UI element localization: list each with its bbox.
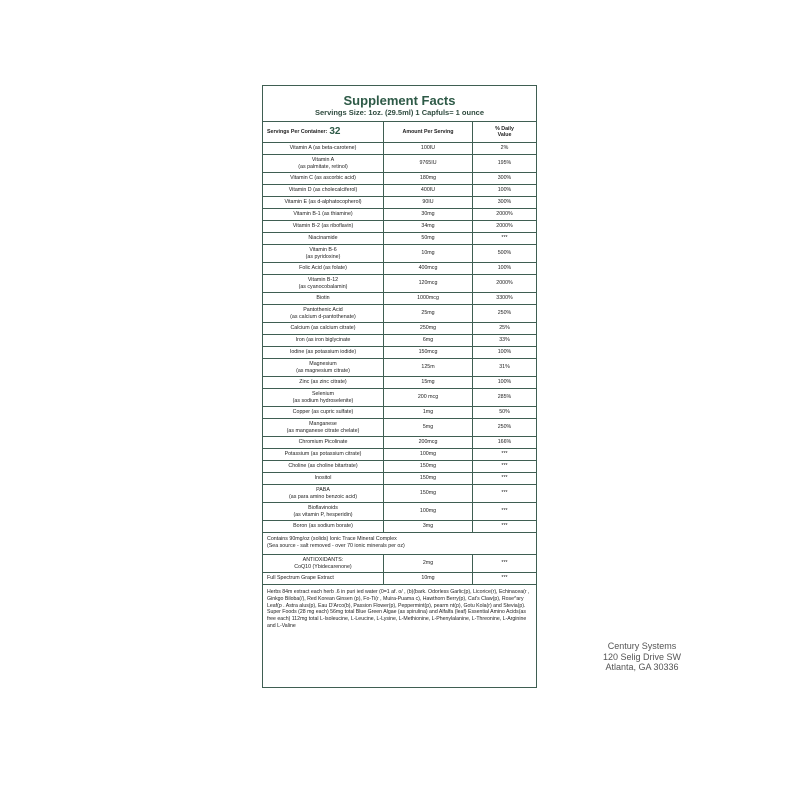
nutrient-daily-value: 285% xyxy=(472,389,536,406)
nutrient-row xyxy=(263,407,536,419)
servings-label: Servings Per Container: xyxy=(267,128,328,135)
nutrient-name: Vitamin B-6 (as pyridoxine) xyxy=(305,247,341,260)
nutrient-amount: 400mcg xyxy=(383,263,472,274)
nutrient-row xyxy=(263,389,536,407)
nutrient-daily-value: 300% xyxy=(472,173,536,184)
nutrient-daily-value: *** xyxy=(472,449,536,460)
nutrient-row xyxy=(263,263,536,275)
nutrient-amount: 400IU xyxy=(383,185,472,196)
nutrient-row xyxy=(263,419,536,437)
nutrient-amount: 100IU xyxy=(383,143,472,154)
nutrient-amount: 25mg xyxy=(383,305,472,322)
nutrient-amount: 1000mcg xyxy=(383,293,472,304)
nutrient-daily-value: 300% xyxy=(472,197,536,208)
nutrient-name: Iron (as iron biglycinate xyxy=(295,337,351,344)
nutrient-daily-value: 2000% xyxy=(472,275,536,292)
servings-value: 32 xyxy=(329,125,341,137)
daily-value-header: % Daily Value xyxy=(472,122,536,142)
antioxidants-amount: 2mg xyxy=(383,555,472,572)
antioxidants-dv: *** xyxy=(472,555,536,572)
nutrient-daily-value: 3300% xyxy=(472,293,536,304)
nutrient-amount: 150mg xyxy=(383,485,472,502)
nutrient-row xyxy=(263,359,536,377)
nutrient-amount: 180mg xyxy=(383,173,472,184)
nutrient-row xyxy=(263,173,536,185)
nutrient-amount: 150mg xyxy=(383,461,472,472)
grape-extract-row xyxy=(263,573,536,585)
nutrient-amount: 6mg xyxy=(383,335,472,346)
nutrient-row xyxy=(263,347,536,359)
nutrient-daily-value: 100% xyxy=(472,377,536,388)
nutrient-daily-value: 500% xyxy=(472,245,536,262)
nutrient-amount: 30mg xyxy=(383,209,472,220)
nutrient-name: Vitamin B-12 (as cyanocobalamin) xyxy=(298,277,348,290)
nutrient-daily-value: *** xyxy=(472,521,536,532)
nutrient-amount: 90IU xyxy=(383,197,472,208)
nutrient-amount: 120mcg xyxy=(383,275,472,292)
nutrient-daily-value: *** xyxy=(472,233,536,244)
nutrient-amount: 150mcg xyxy=(383,347,472,358)
nutrient-amount: 1mg xyxy=(383,407,472,418)
nutrient-daily-value: 100% xyxy=(472,185,536,196)
nutrient-rows xyxy=(263,143,536,533)
nutrient-daily-value: 100% xyxy=(472,347,536,358)
nutrient-row xyxy=(263,233,536,245)
nutrient-daily-value: 100% xyxy=(472,263,536,274)
nutrient-name: Vitamin B-2 (as riboflavin) xyxy=(292,223,354,230)
nutrient-amount: 100mg xyxy=(383,449,472,460)
nutrient-amount: 100mg xyxy=(383,503,472,520)
label-title: Supplement Facts xyxy=(343,93,456,108)
grape-extract-dv: *** xyxy=(472,573,536,584)
nutrient-daily-value: 50% xyxy=(472,407,536,418)
table-header xyxy=(263,122,536,143)
nutrient-amount: 3mg xyxy=(383,521,472,532)
nutrient-daily-value: *** xyxy=(472,461,536,472)
servings-per-container xyxy=(263,122,383,142)
nutrient-daily-value: 2000% xyxy=(472,209,536,220)
nutrient-row xyxy=(263,437,536,449)
nutrient-row xyxy=(263,473,536,485)
nutrient-amount: 50mg xyxy=(383,233,472,244)
nutrient-daily-value: 250% xyxy=(472,305,536,322)
nutrient-daily-value: 25% xyxy=(472,323,536,334)
nutrient-row xyxy=(263,449,536,461)
supplement-facts-label xyxy=(262,85,537,688)
nutrient-name: Vitamin D (as cholecalciferol) xyxy=(288,187,358,194)
nutrient-amount: 10mg xyxy=(383,245,472,262)
antioxidants-row xyxy=(263,555,536,573)
nutrient-row xyxy=(263,143,536,155)
nutrient-daily-value: 2000% xyxy=(472,221,536,232)
nutrient-row xyxy=(263,335,536,347)
nutrient-row xyxy=(263,485,536,503)
nutrient-row xyxy=(263,221,536,233)
amount-header: Amount Per Serving xyxy=(383,122,472,142)
nutrient-daily-value: 2% xyxy=(472,143,536,154)
nutrient-amount: 5mg xyxy=(383,419,472,436)
nutrient-row xyxy=(263,155,536,173)
nutrient-name: Vitamin A (as palmitate, retinol) xyxy=(298,157,348,170)
nutrient-name: Zinc (as zinc citrate) xyxy=(299,379,347,386)
grape-extract-amount: 10mg xyxy=(383,573,472,584)
nutrient-name: Iodine (as potassium iodide) xyxy=(289,349,357,356)
nutrient-row xyxy=(263,521,536,533)
nutrient-amount: 150mg xyxy=(383,473,472,484)
nutrient-name: Chromium Picolinate xyxy=(298,439,348,446)
nutrient-name: Biotin xyxy=(316,295,330,302)
nutrient-name: Selenium (as sodium hydroselenite) xyxy=(292,391,354,404)
nutrient-name: PABA (as para amino benzoic acid) xyxy=(288,487,357,500)
nutrient-daily-value: *** xyxy=(472,473,536,484)
nutrient-daily-value: *** xyxy=(472,503,536,520)
antioxidants-name: ANTIOXIDANTS: CoQ10 (Ybidecarenone) xyxy=(294,557,352,570)
nutrient-amount: 250mg xyxy=(383,323,472,334)
nutrient-row xyxy=(263,293,536,305)
nutrient-name: Manganese (as manganese citrate chelate) xyxy=(286,421,360,434)
nutrient-name: Magnesium (as magnesium citrate) xyxy=(296,361,350,374)
nutrient-row xyxy=(263,377,536,389)
nutrient-name: Vitamin E (as d-alphatocopherol) xyxy=(284,199,362,206)
nutrient-row xyxy=(263,323,536,335)
nutrient-daily-value: 195% xyxy=(472,155,536,172)
nutrient-row xyxy=(263,197,536,209)
nutrient-name: Bioflavinoids (as vitamin P, hesperidin) xyxy=(293,505,353,518)
nutrient-daily-value: 33% xyxy=(472,335,536,346)
nutrient-name: Calcium (as calcium citrate) xyxy=(290,325,356,332)
nutrient-row xyxy=(263,503,536,521)
nutrient-row xyxy=(263,305,536,323)
nutrient-amount: 200mcg xyxy=(383,437,472,448)
company-address xyxy=(582,641,702,673)
nutrient-daily-value: 166% xyxy=(472,437,536,448)
grape-extract-name: Full Spectrum Grape Extract xyxy=(267,575,334,582)
nutrient-row xyxy=(263,185,536,197)
nutrient-name: Inositol xyxy=(314,475,332,482)
nutrient-name: Pantothenic Acid (as calcium d-pantothenate) xyxy=(290,307,356,320)
nutrient-name: Vitamin A (as beta-carotene) xyxy=(289,145,357,152)
nutrient-row xyxy=(263,245,536,263)
serving-size: Servings Size: 1oz. (29.5ml) 1 Capfuls= 1 ounce xyxy=(314,108,484,117)
nutrient-amount: 9765IU xyxy=(383,155,472,172)
company-street: 120 Selig Drive SW xyxy=(602,651,682,662)
nutrient-name: Boron (as sodium borate) xyxy=(293,523,353,530)
nutrient-amount: 200 mcg xyxy=(383,389,472,406)
nutrient-daily-value: 31% xyxy=(472,359,536,376)
herbs-description: Herbs 84m extract each herb .6 in puri ied water (0=1 af. o/ , (b)(bark. Odorless Garlic(p), Licorice(r), Echinacea(r , Ginkgo Biloba(/), Red Korean Ginsen (p), Fo-Ti(r , Muira-Puama c), Hawthorn Berry(p), Cat's Claw(p), Rose^ary Leaf(p . Astra alus(p), Eau D'Arco(b), Passion Flower(p), Peppermint(p), pearm nt(p), Gotu Kola(r) and Stevia(p). Super Foods (28 mg each) 56mg total Blue Green Algae (as spirulina) and Alfalfa (leaf) Essential Amino Acids(as free each) 112mg total L-Isoleucine, L-Leucine, L-Lysine, L-Methionine, L-Phenylalanine, L-Threonine, L-Arginine and L-Valine xyxy=(267,589,530,629)
company-city: Atlanta, GA 30336 xyxy=(605,662,679,672)
nutrient-amount: 15mg xyxy=(383,377,472,388)
mineral-complex-note: Contains 90mg/oz (solids) Ionic Trace Mineral Complex (Sea source - salt removed - over 70 ionic minerals per oz) xyxy=(263,533,536,555)
nutrient-daily-value: 250% xyxy=(472,419,536,436)
nutrient-name: Vitamin B-1 (as thiamine) xyxy=(293,211,353,218)
nutrient-name: Potassium (as potassium citrate) xyxy=(284,451,362,458)
nutrient-row xyxy=(263,461,536,473)
nutrient-name: Vitamin C (as ascorbic acid) xyxy=(290,175,356,182)
nutrient-name: Choline (as choline bitartrate) xyxy=(288,463,358,470)
nutrient-name: Niacinamide xyxy=(308,235,338,242)
nutrient-row xyxy=(263,275,536,293)
nutrient-amount: 125m xyxy=(383,359,472,376)
nutrient-name: Copper (as cupric sulfate) xyxy=(292,409,354,416)
company-name: Century Systems xyxy=(607,641,677,651)
nutrient-row xyxy=(263,209,536,221)
nutrient-amount: 34mg xyxy=(383,221,472,232)
nutrient-table xyxy=(263,121,536,585)
nutrient-daily-value: *** xyxy=(472,485,536,502)
nutrient-name: Folic Acid (as folate) xyxy=(299,265,347,272)
